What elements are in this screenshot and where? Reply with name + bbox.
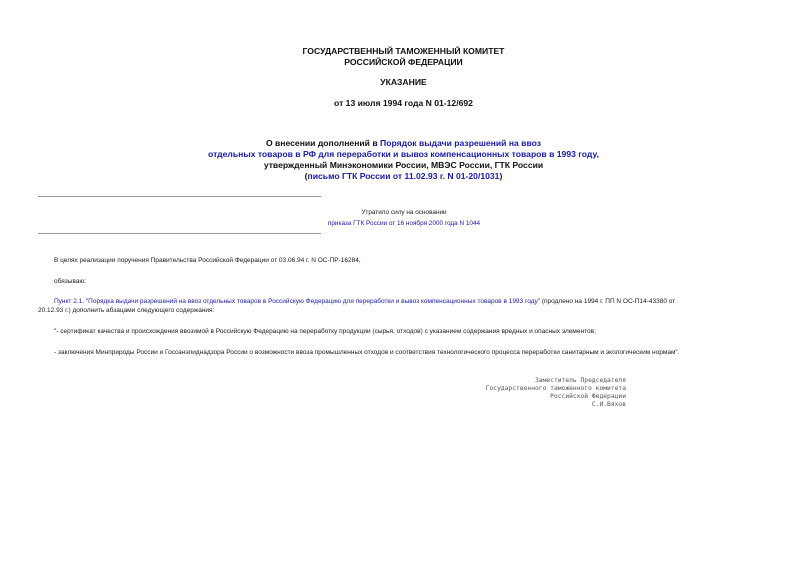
title-line4 [0,171,807,182]
paragraph-basis: В целях реализации поручения Правительства Российской Федерации от 03.06.94 г. N ОС-ПР-16284, [54,257,361,264]
paragraph-amend-line1 [54,297,766,306]
amend-clause-link[interactable]: Пункт 2.1. "Порядка выдачи разрешений на ввоз отдельных товаров в Российскую Федерацию для переработки и вывоз компенсационных товаров в 1993 году" [54,298,541,305]
title-line2 [0,149,807,160]
amend-clause-rest: (продлено на 1994 г. ПП N ОС-П14-43380 от [540,298,676,305]
divider-top [38,196,321,197]
paragraph-amend-line2: 20.12.93 г.) дополнить абзацами следующего содержания: [38,307,215,314]
title-line3: утвержденный Минэкономики России, МВЭС России, ГТК России [263,160,544,170]
signature-org: Государственного таможенного комитета [485,385,626,392]
title-line1 [0,138,807,149]
document-date: от 13 июля 1994 года N 01-12/692 [334,98,473,108]
title-prefix: О внесении дополнений в [265,138,381,148]
title-link-order[interactable]: Порядок выдачи разрешений на ввоз [380,138,542,148]
title-paren-open: ( [304,171,308,181]
title-paren-close: ) [499,171,503,181]
signature-name: С.И.Вяхов [591,401,626,408]
title-link-order-cont[interactable]: отдельных товаров в РФ для переработки и вывоз компенсационных товаров в 1993 году, [208,149,599,159]
expired-note-link-row [300,220,508,228]
org-name-line1: ГОСУДАРСТВЕННЫЙ ТАМОЖЕННЫЙ КОМИТЕТ [302,46,505,56]
title-link-letter[interactable]: письмо ГТК России от 11.02.93 г. N 01-20/1031 [307,171,500,181]
paragraph-oblige: обязываю: [54,278,87,285]
org-name-line2: РОССИЙСКОЙ ФЕДЕРАЦИИ [344,57,463,67]
signature-position: Заместитель Председателя [535,377,626,384]
paragraph-certificate: "- сертификат качества и происхождения ввозимой в Российскую Федерацию на переработку продукции (сырья, отходов) с указанием содержания вредных и опасных элементов; [54,328,596,335]
expired-note-text: Утратило силу на основании [361,209,447,216]
document-type: УКАЗАНИЕ [380,77,427,87]
paragraph-conclusions: - заключения Минприроды России и Госсанэпиднадзора России о возможности ввоза промышленных отходов и соответствия технологического процесса переработки санитарным и экологическим нормам". [54,349,680,356]
expired-order-link[interactable]: приказа ГТК России от 16 ноября 2000 года N 1044 [327,220,481,227]
divider-bottom [38,233,321,234]
signature-country: Российской Федерации [550,393,626,400]
